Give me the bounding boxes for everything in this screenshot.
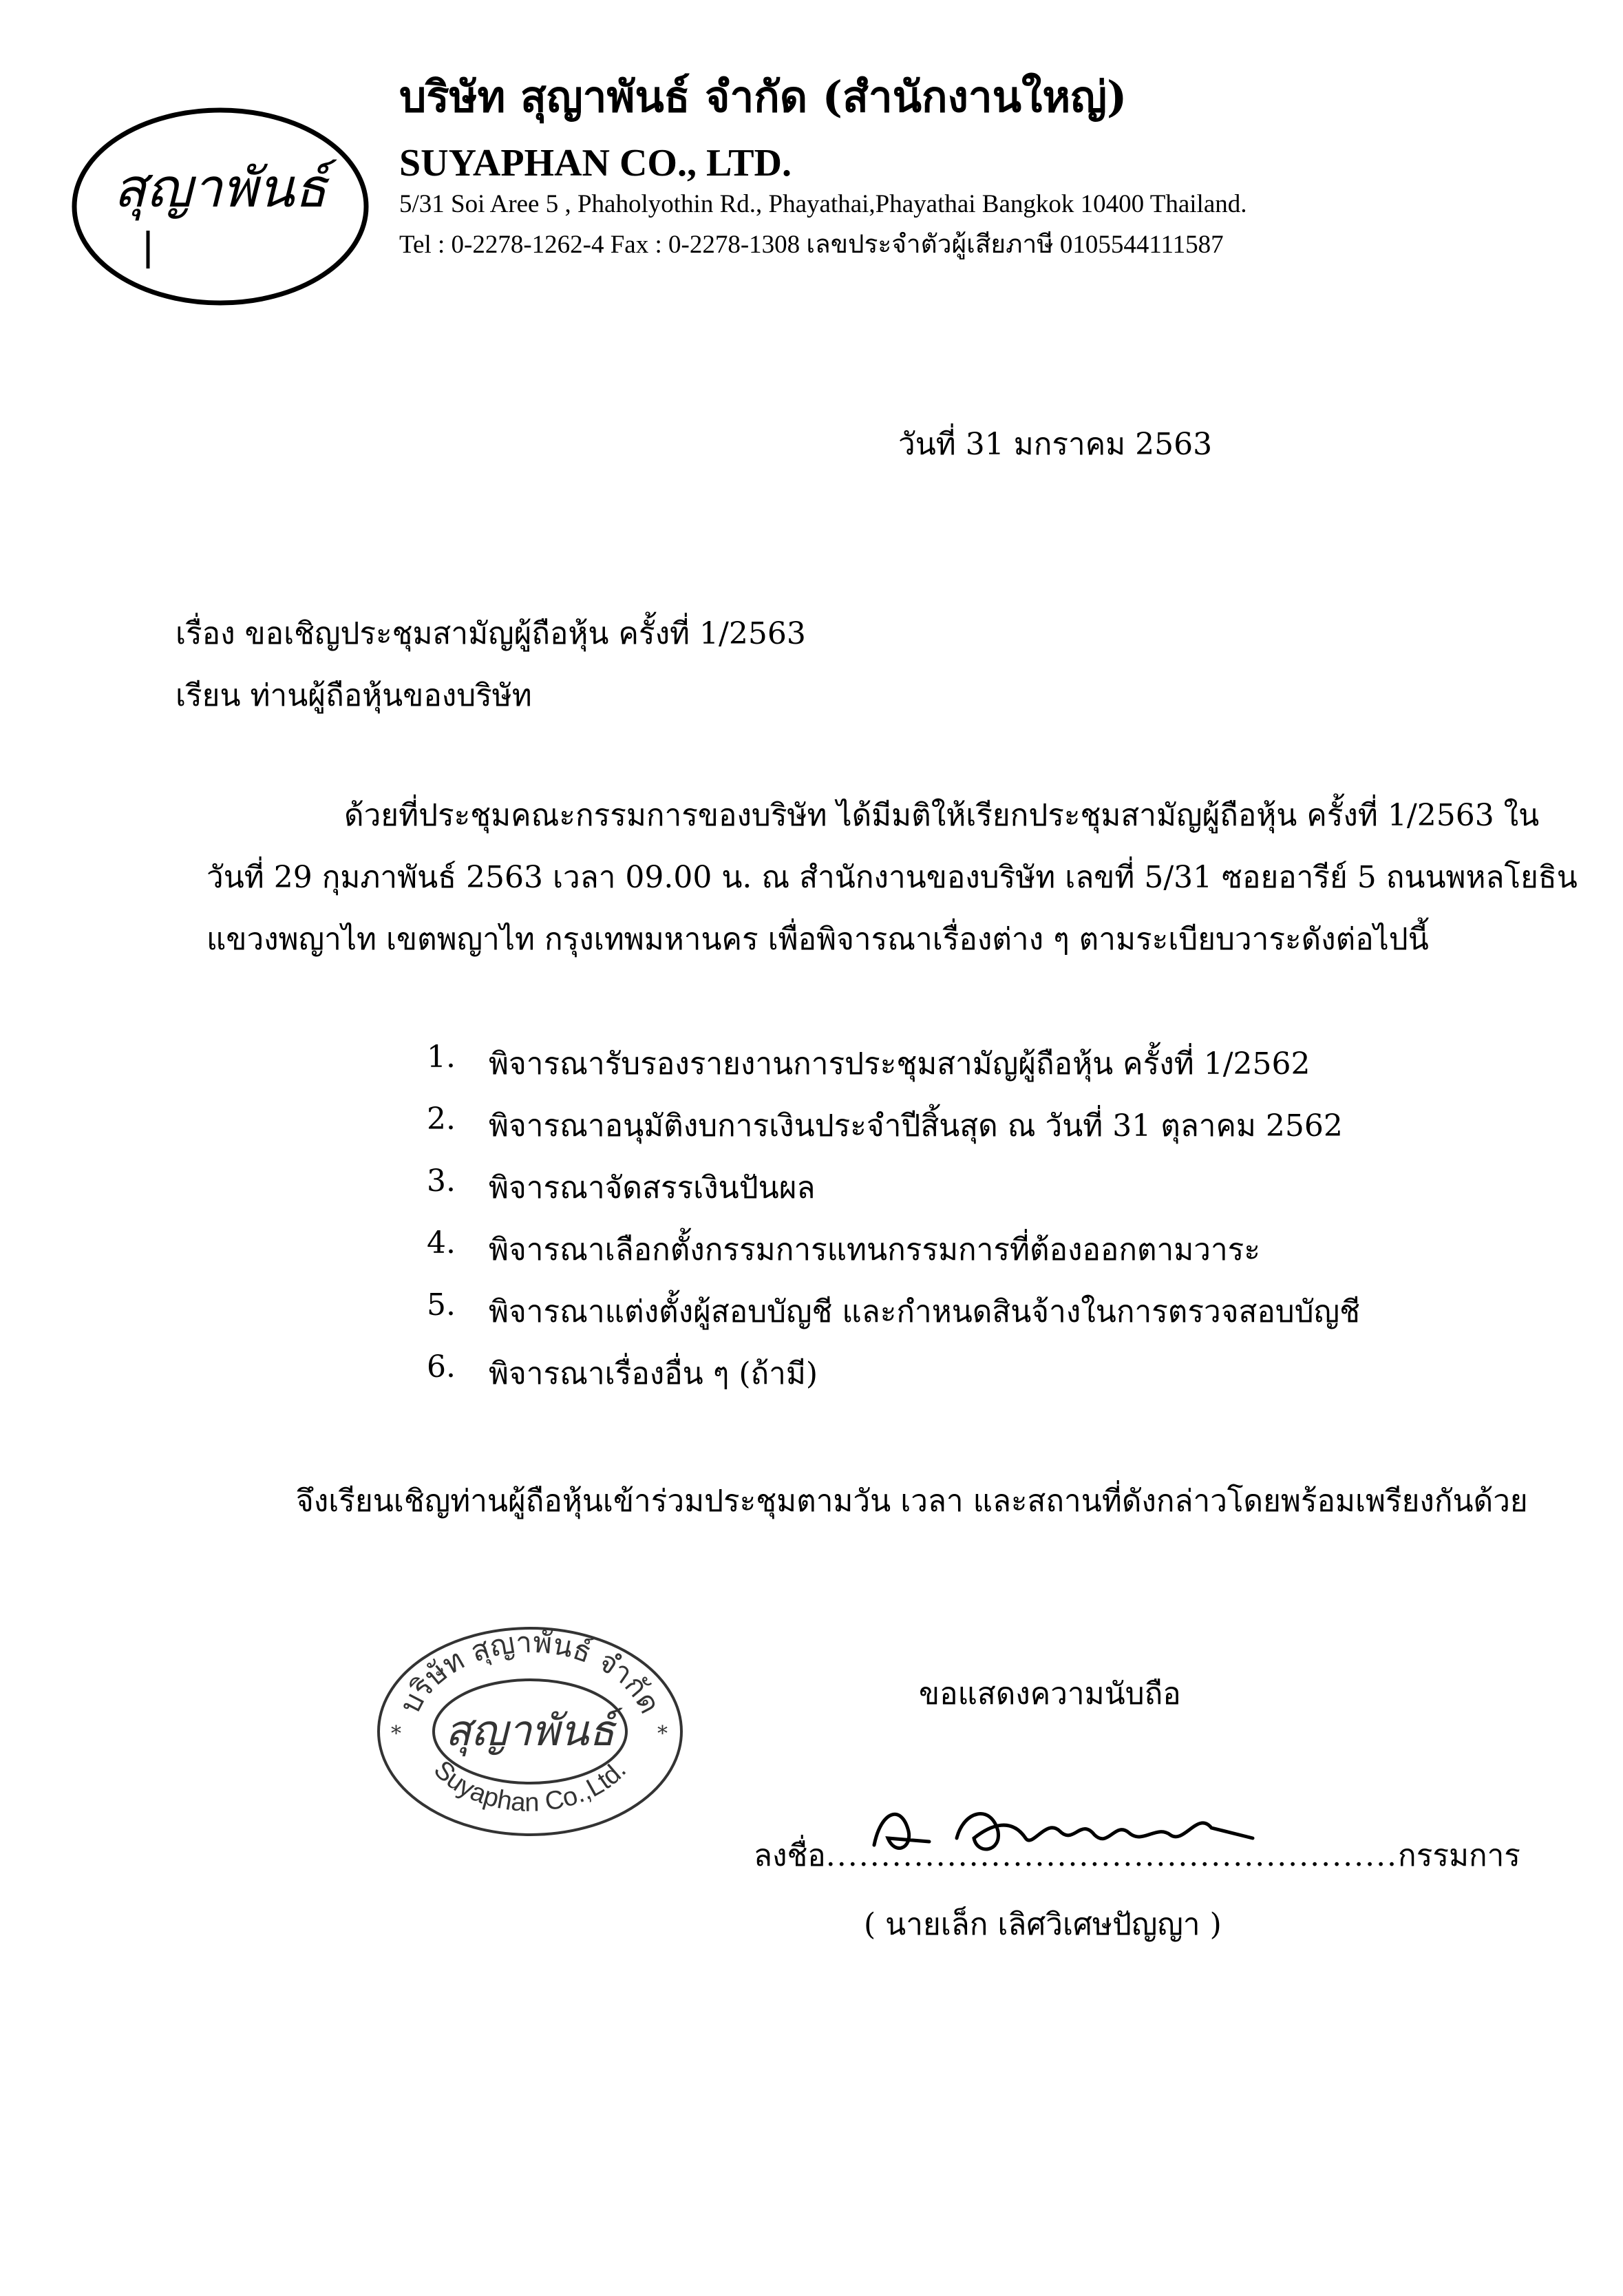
- company-logo: [69, 103, 372, 310]
- signature-dots: ....................................................: [825, 1838, 1399, 1873]
- letter-regards: ขอแสดงความนับถือ: [919, 1676, 1181, 1712]
- signatory-name: ( นายเล็ก เลิศวิเศษปัญญา ): [864, 1907, 1222, 1942]
- company-name-thai: บริษัท สุญาพันธ์ จำกัด (สำนักงานใหญ่): [399, 72, 1127, 122]
- signature-prefix: ลงชื่อ: [754, 1838, 826, 1873]
- company-address: 5/31 Soi Aree 5 , Phaholyothin Rd., Phayathai,Phayathai Bangkok 10400 Thailand.: [399, 190, 1247, 218]
- svg-text:*: *: [391, 1722, 401, 1746]
- company-name-english: SUYAPHAN CO., LTD.: [399, 142, 792, 185]
- letter-body: [206, 785, 1578, 971]
- stamp-top-text: บริษัท สุญาพันธ์ จำกัด: [392, 1625, 668, 1719]
- agenda-text: พิจารณาเลือกตั้งกรรมการแทนกรรมการที่ต้องออกตามวาระ: [489, 1232, 1260, 1267]
- company-stamp: [372, 1618, 688, 1838]
- letter-closing: จึงเรียนเชิญท่านผู้ถือหุ้นเข้าร่วมประชุมตามวัน เวลา และสถานที่ดังกล่าวโดยพร้อมเพรียงกันด้วย: [296, 1484, 1528, 1519]
- signature-line: [754, 1831, 1520, 1879]
- svg-text:*: *: [657, 1722, 668, 1746]
- letter-date: วันที่ 31 มกราคม 2563: [898, 427, 1213, 462]
- body-line-1: ด้วยที่ประชุมคณะกรรมการของบริษัท ได้มีมติให้เรียกประชุมสามัญผู้ถือหุ้น ครั้งที่ 1/2563 ใน: [344, 798, 1540, 833]
- logo-text: สุญาพันธ์: [113, 158, 328, 220]
- agenda-number: 2.: [427, 1102, 456, 1137]
- agenda-item: [427, 1163, 1360, 1225]
- agenda-number: 5.: [427, 1287, 456, 1323]
- agenda-text: พิจารณาจัดสรรเงินปันผล: [489, 1170, 816, 1205]
- stamp-center-text: สุญาพันธ์: [445, 1705, 615, 1756]
- agenda-number: 4.: [427, 1225, 456, 1261]
- agenda-text: พิจารณารับรองรายงานการประชุมสามัญผู้ถือหุ้น ครั้งที่ 1/2562: [489, 1046, 1311, 1082]
- agenda-list: [427, 1040, 1360, 1411]
- agenda-text: พิจารณาอนุมัติงบการเงินประจำปีสิ้นสุด ณ วันที่ 31 ตุลาคม 2562: [489, 1108, 1343, 1144]
- agenda-item: [427, 1225, 1360, 1287]
- agenda-item: [427, 1040, 1360, 1102]
- agenda-text: พิจารณาแต่งตั้งผู้สอบบัญชี และกำหนดสินจ้างในการตรวจสอบบัญชี: [489, 1294, 1360, 1329]
- body-line-2: วันที่ 29 กุมภาพันธ์ 2563 เวลา 09.00 น. ณ สำนักงานของบริษัท เลขที่ 5/31 ซอยอารีย์ 5 ถนนพหลโยธิน: [206, 860, 1578, 895]
- company-contact: Tel : 0-2278-1262-4 Fax : 0-2278-1308 เลขประจำตัวผู้เสียภาษี 0105544111587: [399, 231, 1224, 259]
- agenda-number: 6.: [427, 1349, 456, 1384]
- agenda-number: 1.: [427, 1040, 456, 1075]
- agenda-item: [427, 1102, 1360, 1163]
- letter-subject: เรื่อง ขอเชิญประชุมสามัญผู้ถือหุ้น ครั้งที่ 1/2563: [176, 616, 806, 651]
- body-line-3: แขวงพญาไท เขตพญาไท กรุงเทพมหานคร เพื่อพิจารณาเรื่องต่าง ๆ ตามระเบียบวาระดังต่อไปนี้: [206, 922, 1429, 957]
- agenda-text: พิจารณาเรื่องอื่น ๆ (ถ้ามี): [489, 1356, 818, 1391]
- agenda-item: [427, 1287, 1360, 1349]
- stamp-bottom-text: Suyaphan Co.,Ltd.: [427, 1755, 633, 1818]
- agenda-item: [427, 1349, 1360, 1411]
- agenda-number: 3.: [427, 1163, 456, 1199]
- letter-salutation: เรียน ท่านผู้ถือหุ้นของบริษัท: [176, 678, 532, 713]
- signature-title: กรรมการ: [1398, 1838, 1520, 1873]
